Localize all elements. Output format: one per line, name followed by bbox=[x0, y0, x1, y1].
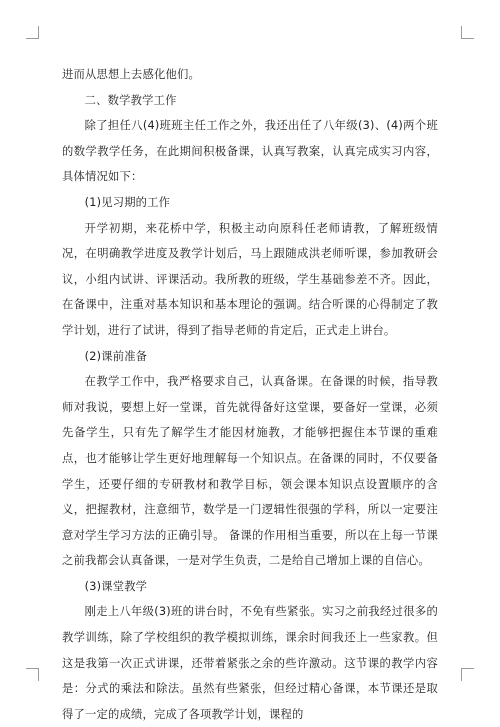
subheading-lesson-preparation: (2)课前准备 bbox=[84, 349, 148, 363]
paragraph-continuation: 进而从思想上去感化他们。 bbox=[62, 68, 200, 81]
crop-mark-bottom-left bbox=[26, 668, 39, 681]
paragraph-preparation: 在教学工作中，我严格要求自己，认真备课。在备课的时候，指导教师对我说，要想上好一堂课，首先就得备好这堂课，要备好一堂课，必须先备学生，只有先了解学生才能因材施教，才能够把握住本节课的重难点，也才能够让学生更好地理解每一个知识点。在备课的同时，不仅要备学生，还要仔细的专研教材和教学目标，领会课本知识点设置顺序的含义，把握教材，注意细节，数学是一门逻辑性很强的学科，所以一定要注意对学生学习方法的正确引导。 备课的作用相当重要，所以在上每一节课之前我都会认真备课，一是对学生负责，二是给自己增加上课的自信心。 bbox=[62, 375, 438, 568]
subheading-observation-period: (1)见习期的工作 bbox=[84, 195, 171, 209]
crop-mark-top-left bbox=[26, 26, 39, 39]
paragraph-intro: 除了担任八(4)班班主任工作之外，我还出任了八年级(3)、(4)两个班的数学教学任务，在此期间积极备课，认真写教案，认真完成实习内容，具体情况如下： bbox=[62, 119, 438, 184]
crop-mark-bottom-right bbox=[461, 668, 474, 681]
document-body bbox=[62, 62, 438, 727]
paragraph-observation: 开学初期，来花桥中学，积极主动向原科任老师请教，了解班级情况，在明确教学进度及教学计划后，马上跟随成洪老师听课，参加教研会议，小组内试讲、评课活动。我所教的班级，学生基础参差不齐。因此，在备课中，注重对基本知识和基本理论的强调。结合听课的心得制定了教学计划，进行了试讲，得到了指导老师的肯定后，正式走上讲台。 bbox=[62, 221, 438, 337]
crop-mark-top-right bbox=[461, 26, 474, 39]
section-heading-math-teaching: 二、数学教学工作 bbox=[84, 93, 177, 107]
paragraph-classroom: 刚走上八年级(3)班的讲台时，不免有些紧张。实习之前我经过很多的教学训练，除了学校组织的教学模拟训练，课余时间我还上一些家教。但这是我第一次正式讲课，还带着紧张之余的些许激动。这节课的教学内容是：分式的乘法和除法。虽然有些紧张，但经过精心备课，本节课还是取得了一定的成绩，完成了各项教学计划，课程的 bbox=[62, 605, 438, 721]
subheading-classroom-teaching: (3)课堂教学 bbox=[84, 579, 148, 593]
